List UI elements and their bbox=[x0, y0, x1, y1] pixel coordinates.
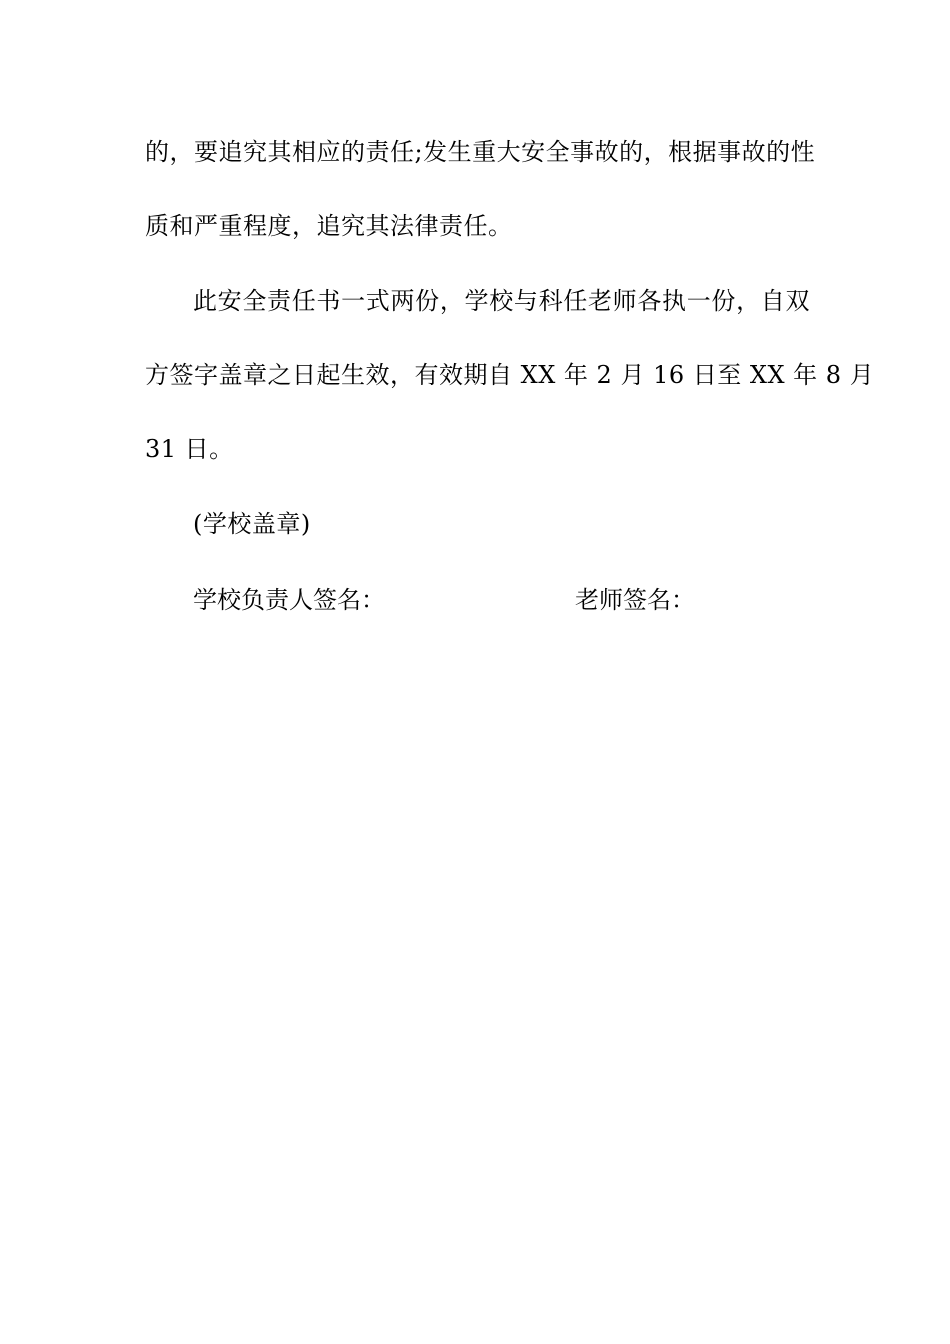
school-head-signature-label: 学校负责人签名： bbox=[193, 586, 385, 614]
paragraph-1-line-1: 的，要追究其相应的责任;发生重大安全事故的，根据事故的性 bbox=[145, 138, 816, 166]
teacher-signature-label: 老师签名： bbox=[575, 586, 695, 614]
paragraph-2-line-2: 方签字盖章之日起生效，有效期自 XX 年 2 月 16 日至 XX 年 8 月 bbox=[145, 361, 875, 389]
school-stamp-label: (学校盖章) bbox=[193, 510, 311, 538]
paragraph-1-line-2: 质和严重程度，追究其法律责任。 bbox=[145, 212, 513, 240]
paragraph-2-line-1: 此安全责任书一式两份，学校与科任老师各执一份，自双 bbox=[193, 287, 810, 315]
paragraph-2-line-3: 31 日。 bbox=[145, 435, 234, 463]
